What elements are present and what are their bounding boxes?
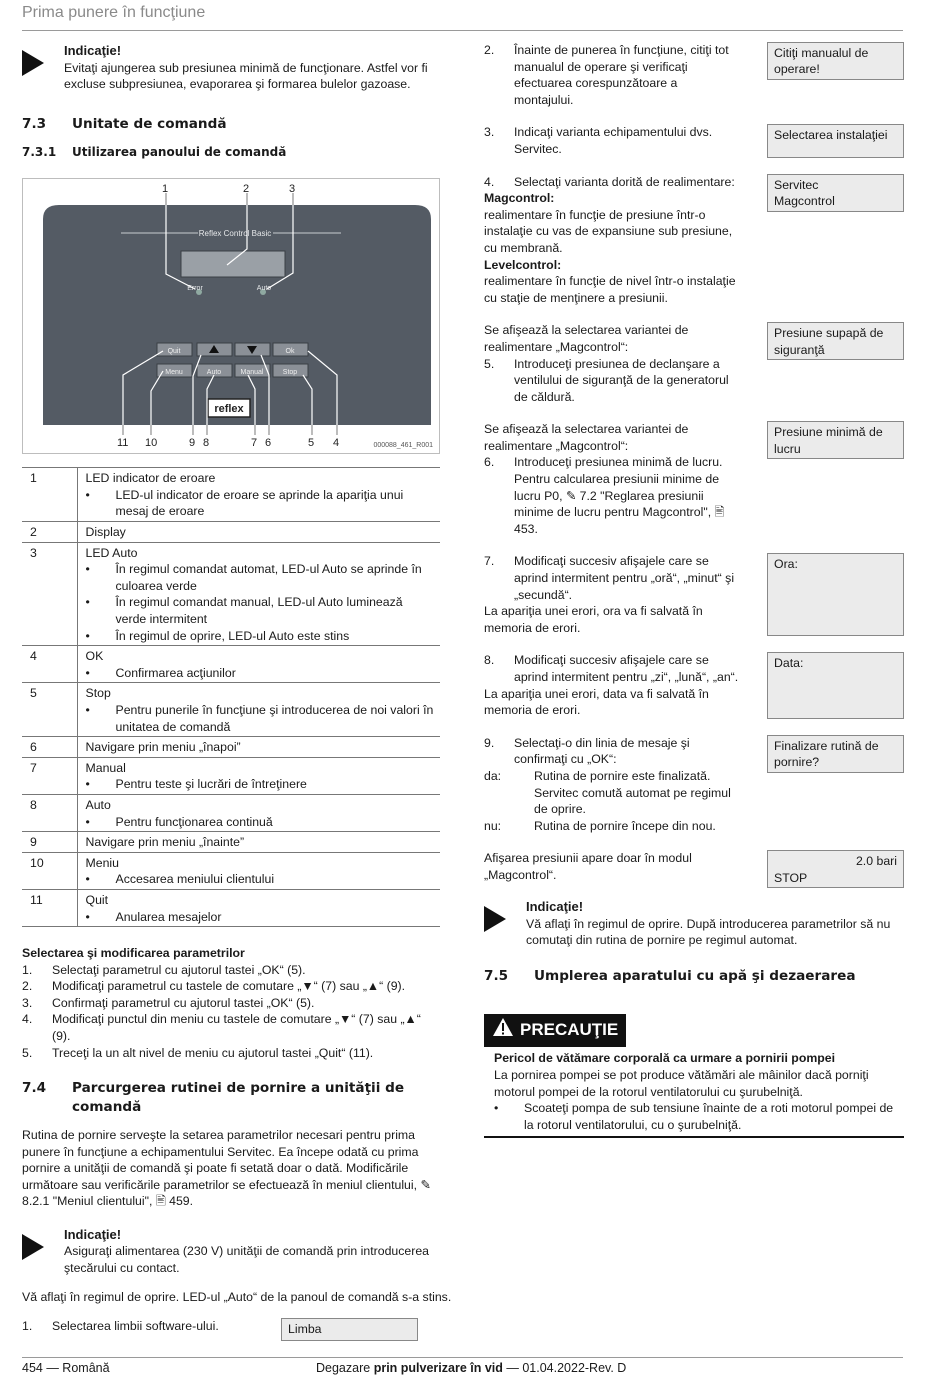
step-note: La apariţia unei erori, ora va fi salvată în memoria de erori.	[484, 604, 703, 635]
notice-title: Indicaţie!	[526, 899, 584, 915]
legend-description	[77, 737, 440, 758]
answer-no	[484, 818, 739, 835]
legend-description	[77, 468, 440, 522]
legend-table	[22, 467, 440, 927]
list-item	[22, 1011, 440, 1044]
step-row	[484, 850, 904, 888]
callout-9: 9	[189, 437, 196, 450]
legend-number: 8	[22, 794, 77, 831]
list-item	[22, 1045, 440, 1062]
legend-row	[22, 542, 440, 646]
answer-text: Rutina de pornire începe din nou.	[534, 818, 716, 833]
bullet: •	[85, 814, 90, 829]
step-number: 4.	[484, 174, 495, 189]
legend-item	[86, 665, 437, 682]
list-number: 3.	[22, 995, 33, 1010]
footer-text: — 01.04.2022-Rev. D	[502, 1361, 627, 1375]
display-screen	[767, 174, 904, 212]
section-title: Unitate de comandă	[72, 115, 227, 132]
list-text: Selectaţi parametrul cu ajutorul tastei „OK“ (5).	[52, 962, 306, 977]
ok-key-label: Ok	[285, 348, 295, 356]
section-body: Rutina de pornire serveşte la setarea parametrilor necesari pentru prima punere în funcţiune a echipamentului Servitec. Ea începe odată cu prima pornire a unităţii de comandă şi poate fi setată doar o dată. Modificările următoare sau verificările parametrilor se efectuează în meniul clientului, ✎ 8.2.1 "Meniul clientului", 🖹 459.	[22, 1127, 431, 1209]
legend-description	[77, 889, 440, 926]
panel-title-text: Reflex Control Basic	[198, 229, 272, 239]
step-number: 9.	[484, 735, 495, 750]
notice-box	[22, 42, 440, 93]
legend-item-text: LED-ul indicator de eroare se aprinde la apariţia unui mesaj de eroare	[115, 487, 404, 519]
legend-item	[86, 814, 437, 831]
legend-label: Stop	[85, 686, 111, 701]
play-arrow-icon	[22, 42, 48, 93]
footer-doc-title	[316, 1360, 626, 1377]
legend-description	[77, 522, 440, 543]
option-title: Magcontrol:	[484, 191, 555, 206]
footer-page-language: 454 — Română	[22, 1361, 110, 1375]
bullet: •	[85, 628, 90, 643]
step-row	[484, 322, 904, 405]
callout-11: 11	[117, 437, 129, 450]
legend-row	[22, 522, 440, 543]
list-number: 1.	[22, 962, 33, 977]
legend-number: 2	[22, 522, 77, 543]
answer-key: nu:	[484, 818, 502, 833]
option-title: Levelcontrol:	[484, 257, 562, 272]
legend-number: 4	[22, 646, 77, 683]
legend-number: 9	[22, 832, 77, 853]
callout-2: 2	[243, 183, 250, 196]
step-text: Selectarea limbii software-ului.	[52, 1319, 219, 1334]
legend-row	[22, 794, 440, 831]
section-number: 7.5	[484, 968, 509, 985]
bullet: •	[494, 1101, 499, 1116]
list-item	[22, 978, 440, 995]
callout-4: 4	[333, 437, 340, 450]
legend-item-text: Pentru punerile în funcţiune şi introducerea de noi valori în unitatea de comandă	[115, 702, 434, 734]
step-text: Selectaţi-o din linia de mesaje şi confirmaţi cu „OK“:	[514, 735, 690, 767]
warning-title: Pericol de vătămare corporală ca urmare a pornirii pompei	[494, 1051, 836, 1066]
legend-description	[77, 794, 440, 831]
notice-title: Indicaţie!	[64, 43, 122, 58]
step-number: 3.	[484, 125, 495, 140]
step-number: 1.	[22, 1319, 33, 1334]
step-intro: Se afişează la selectarea variantei de realimentare „Magcontrol“:	[484, 323, 689, 354]
legend-row	[22, 646, 440, 683]
legend-label: LED indicator de eroare	[85, 471, 216, 486]
legend-description	[77, 832, 440, 853]
legend-row	[22, 737, 440, 758]
play-arrow-icon	[22, 1226, 48, 1277]
display-line: Servitec	[774, 177, 819, 192]
legend-item-text: Anularea mesajelor	[115, 909, 222, 924]
bullet: •	[85, 665, 90, 680]
menu-key-label: Menu	[165, 369, 183, 377]
legend-row	[22, 832, 440, 853]
step-number: 2.	[484, 43, 495, 57]
display-screen: Presiune supapă de siguranţă	[767, 322, 904, 360]
params-list	[22, 962, 440, 1062]
step-text: Introduceţi presiunea minimă de lucru. Pentru calcularea presiunii minime de lucru P0, ✎ 7.2 "Reglarea presiunii minime de lucru pentru Magcontrol", 🖹 453.	[514, 455, 725, 536]
legend-description	[77, 542, 440, 646]
step-number: 6.	[484, 455, 495, 470]
step-row	[484, 42, 904, 108]
legend-label: Navigare prin meniu „înapoi”	[85, 740, 241, 755]
legend-description	[77, 852, 440, 889]
notice-body: Asiguraţi alimentarea (230 V) unităţii de comandă prin introducerea ştecărului cu contact.	[64, 1244, 430, 1276]
bullet: •	[85, 562, 90, 577]
legend-item	[86, 909, 437, 926]
section-number: 7.4	[22, 1080, 47, 1097]
display-screen: Citiţi manualul de operare!	[767, 42, 904, 80]
legend-item-text: În regimul comandat automat, LED-ul Auto se aprinde în culoarea verde	[115, 562, 422, 593]
notice-title: Indicaţie!	[64, 1226, 122, 1242]
control-panel-figure	[22, 178, 440, 454]
step-text: Indicaţi varianta echipamentului dvs. Servitec.	[514, 125, 713, 156]
warning-body: La pornirea pompei se pot produce vătămări ale mâinilor dacă porniţi motorul pompei de la rotorul ventilatorului cu şurubelniţă.	[494, 1067, 869, 1099]
section-title: Parcurgerea rutinei de pornire a unităţii de comandă	[72, 1080, 405, 1115]
warning-triangle-icon	[492, 1017, 514, 1044]
pressure-value: 2.0 bari	[855, 854, 897, 869]
step-row	[484, 124, 904, 157]
legend-label: OK	[85, 649, 104, 664]
bullet: •	[85, 702, 90, 717]
callout-8: 8	[203, 437, 210, 450]
legend-item-text: Pentru teste şi lucrări de întreţinere	[115, 777, 307, 792]
legend-label: Quit	[85, 892, 109, 907]
manual-key-label: Manual	[240, 369, 264, 377]
play-arrow-icon	[484, 898, 510, 949]
subsection-heading	[22, 144, 440, 160]
display-line: Magcontrol	[774, 193, 835, 208]
legend-item	[86, 776, 437, 793]
legend-item-text: Pentru funcţionarea continuă	[115, 814, 273, 829]
section-number: 7.3	[22, 115, 47, 132]
step-row	[484, 174, 904, 307]
auto-key-label: Auto	[206, 369, 222, 377]
step-row	[484, 735, 904, 835]
legend-item	[86, 594, 437, 627]
legend-item-text: Confirmarea acţiunilor	[115, 665, 236, 680]
list-text: Modificaţi punctul din meniu cu tastele de comutare „▼“ (7) sau „▲“ (9).	[52, 1012, 421, 1044]
callout-10: 10	[145, 437, 158, 450]
footer-text-bold: prin pulverizare în vid	[373, 1361, 503, 1375]
led-error-label: Error	[187, 285, 203, 293]
section-heading	[484, 967, 904, 985]
bullet: •	[85, 777, 90, 792]
legend-item	[86, 871, 437, 888]
legend-label: Navigare prin meniu „înainte”	[85, 835, 245, 850]
legend-item-text: În regimul de oprire, LED-ul Auto este stins	[115, 628, 350, 643]
legend-row	[22, 468, 440, 522]
caution-label: PRECAUŢIE	[520, 1020, 619, 1040]
display-screen: Limba	[281, 1318, 418, 1340]
display-screen: Finalizare rutină de pornire?	[767, 735, 904, 773]
legend-description	[77, 757, 440, 794]
callout-3: 3	[289, 183, 296, 196]
warning-item-text: Scoateţi pompa de sub tensiune înainte de a roti motorul pompei de la rotorul ventilatorului, cu o şurubelniţă.	[524, 1101, 894, 1132]
step-text: Selectaţi varianta dorită de realimentare:	[514, 174, 735, 189]
list-number: 2.	[22, 979, 33, 994]
led-auto-label: Auto	[256, 285, 272, 293]
section-heading	[22, 115, 440, 133]
list-item	[22, 962, 440, 979]
legend-label: Meniu	[85, 855, 119, 870]
section-heading	[22, 1079, 440, 1116]
step-intro: Se afişează la selectarea variantei de realimentare „Magcontrol“:	[484, 422, 689, 453]
display-screen: Data:	[767, 652, 904, 718]
figure-code: 000088_461_R001	[373, 441, 433, 449]
step-text: Introduceţi presiunea de declanşare a ventilului de siguranţă de la generatorul de căldură.	[514, 356, 729, 404]
list-text: Treceţi la un alt nivel de meniu cu ajutorul tastei „Quit“ (11).	[52, 1045, 374, 1060]
answer-key: da:	[484, 768, 502, 783]
legend-number: 7	[22, 757, 77, 794]
legend-number: 10	[22, 852, 77, 889]
legend-item-text: Accesarea meniului clientului	[115, 872, 275, 887]
option-text: realimentare în funcţie de presiune într-o instalaţie cu vas de expansiune sub presiune, cu membrană.	[484, 207, 733, 255]
legend-description	[77, 646, 440, 683]
footer-text: Degazare	[316, 1361, 374, 1375]
legend-number: 6	[22, 737, 77, 758]
legend-row	[22, 852, 440, 889]
notice-box	[484, 898, 904, 949]
pressure-note: Afişarea presiunii apare doar în modul „Magcontrol“.	[484, 851, 692, 882]
header-divider	[22, 30, 903, 31]
legend-number: 11	[22, 889, 77, 926]
legend-description	[77, 683, 440, 737]
step-number: 5.	[484, 356, 495, 371]
step-row	[484, 652, 904, 718]
list-number: 5.	[22, 1045, 33, 1060]
stop-key-label: Stop	[282, 369, 298, 377]
callout-1: 1	[162, 183, 169, 196]
reflex-logo: reflex	[214, 403, 244, 416]
pressure-state: STOP	[774, 870, 808, 885]
step-row	[484, 421, 904, 537]
legend-item	[86, 561, 437, 594]
warning-item	[484, 1100, 904, 1133]
step-row	[22, 1318, 418, 1340]
step-text: Modificaţi succesiv afişajele care se aprind intermitent pentru „oră“, „minut“ şi „secundă“.	[514, 554, 735, 602]
legend-label: Auto	[85, 797, 111, 812]
notice-box	[22, 1226, 440, 1277]
stop-mode-text: Vă aflaţi în regimul de oprire. LED-ul „Auto“ de la panoul de comandă s-a stins.	[22, 1289, 452, 1304]
page-header-title: Prima punere în funcţiune	[22, 4, 206, 21]
control-panel-illustration	[23, 179, 441, 455]
legend-item	[86, 487, 437, 520]
bullet: •	[85, 595, 90, 610]
step-number: 7.	[484, 554, 495, 569]
display-screen: Presiune minimă de lucru	[767, 421, 904, 459]
right-column	[484, 42, 904, 1138]
left-column	[22, 42, 452, 1341]
legend-row	[22, 757, 440, 794]
step-row	[484, 553, 904, 636]
warning-divider	[484, 1136, 904, 1138]
quit-key-label: Quit	[167, 348, 181, 356]
section-title: Umplerea aparatului cu apă şi dezaerarea	[534, 968, 856, 985]
params-title: Selectarea şi modificarea parametrilor	[22, 946, 245, 961]
step-text: Înainte de punerea în funcţiune, citiţi tot manualul de operare şi verificaţi efectuarea corespunzătoare a montajului.	[514, 43, 729, 107]
legend-item-text: În regimul comandat manual, LED-ul Auto luminează verde intermitent	[115, 595, 403, 627]
legend-number: 3	[22, 542, 77, 646]
legend-label: LED Auto	[85, 545, 138, 560]
footer-divider	[22, 1357, 903, 1358]
list-text: Confirmaţi parametrul cu ajutorul tastei „OK“ (5).	[52, 995, 315, 1010]
legend-item	[86, 702, 437, 735]
legend-item	[86, 628, 437, 645]
bullet: •	[85, 872, 90, 887]
step-number: 8.	[484, 653, 495, 668]
notice-body: Vă aflaţi în regimul de oprire. După introducerea parametrilor să nu comutaţi din rutina de pornire pe regimul automat.	[526, 916, 891, 948]
step-text: Modificaţi succesiv afişajele care se aprind intermitent pentru „zi“, „lună“, „an“.	[514, 653, 739, 684]
legend-row	[22, 683, 440, 737]
bullet: •	[85, 909, 90, 924]
list-text: Modificaţi parametrul cu tastele de comutare „▼“ (7) sau „▲“ (9).	[52, 979, 406, 994]
answer-text: Rutina de pornire este finalizată. Servitec comută automat pe regimul de oprire.	[534, 768, 731, 817]
subsection-number: 7.3.1	[22, 145, 57, 160]
answer-yes	[484, 768, 739, 818]
legend-number: 1	[22, 468, 77, 522]
pressure-display	[767, 850, 904, 888]
list-item	[22, 995, 440, 1012]
display-screen: Selectarea instalaţiei	[767, 124, 904, 157]
bullet: •	[85, 487, 90, 502]
caution-banner	[484, 1014, 626, 1047]
callout-6: 6	[265, 437, 272, 450]
display-screen: Ora:	[767, 553, 904, 636]
subsection-title: Utilizarea panoului de comandă	[72, 145, 287, 160]
notice-body: Evitaţi ajungerea sub presiunea minimă de funcţionare. Astfel vor fi excluse subpresiunea, evaporarea şi formarea bulelor gazoase.	[64, 60, 428, 92]
legend-number: 5	[22, 683, 77, 737]
legend-row	[22, 889, 440, 926]
legend-label: Manual	[85, 760, 126, 775]
callout-7: 7	[251, 437, 258, 450]
step-note: La apariţia unei erori, data va fi salvată în memoria de erori.	[484, 686, 709, 718]
list-number: 4.	[22, 1012, 33, 1027]
option-text: realimentare în funcţie de nivel într-o instalaţie cu staţie de menţinere a presiunii.	[484, 274, 736, 305]
callout-5: 5	[308, 437, 315, 450]
legend-label: Display	[85, 525, 126, 540]
